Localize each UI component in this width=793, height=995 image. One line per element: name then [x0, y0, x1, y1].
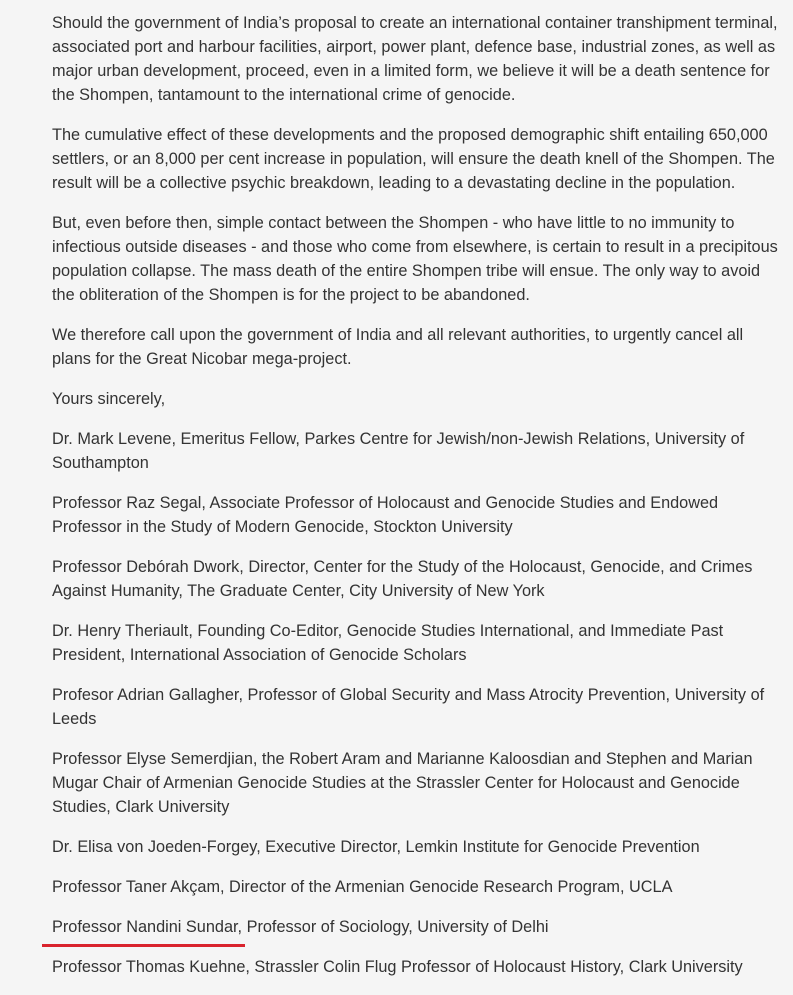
body-paragraph-2: The cumulative effect of these developments and the proposed demographic shift entailing 650,000 settlers, or an 8,000 per cent increase in population, will ensure the death knell of the Shompen. The result will be a collective psychic breakdown, leading to a devastating decline in the population. — [52, 126, 775, 192]
signatory-dwork: Professor Debórah Dwork, Director, Center for the Study of the Holocaust, Genocide, and Crimes Against Humanity, The Graduate Center, City University of New York — [52, 558, 753, 600]
signatory-sundar: Professor Nandini Sundar, Professor of Sociology, University of Delhi — [52, 918, 549, 936]
signatory-von-joeden-forgey: Dr. Elisa von Joeden-Forgey, Executive Director, Lemkin Institute for Genocide Prevention — [52, 838, 700, 856]
body-paragraph-1: Should the government of India’s proposal to create an international container transhipment terminal, associated port and harbour facilities, airport, power plant, defence base, industrial zones, as well as major urban development, proceed, even in a limited form, we believe it will be a death sentence for the Shompen, tantamount to the international crime of genocide. — [52, 14, 778, 104]
body-paragraph-4: We therefore call upon the government of India and all relevant authorities, to urgently cancel all plans for the Great Nicobar mega-project. — [52, 326, 744, 368]
signatory-levene: Dr. Mark Levene, Emeritus Fellow, Parkes Centre for Jewish/non-Jewish Relations, University of Southampton — [52, 430, 745, 472]
letter-text — [52, 11, 786, 995]
closing: Yours sincerely, — [52, 390, 166, 408]
signatory-gallagher: Profesor Adrian Gallagher, Professor of Global Security and Mass Atrocity Prevention, University of Leeds — [52, 686, 765, 728]
signatory-segal: Professor Raz Segal, Associate Professor of Holocaust and Genocide Studies and Endowed Professor in the Study of Modern Genocide, Stockton University — [52, 494, 719, 536]
highlight-underline — [42, 944, 245, 947]
signatory-akcam: Professor Taner Akçam, Director of the Armenian Genocide Research Program, UCLA — [52, 878, 673, 896]
signatory-theriault: Dr. Henry Theriault, Founding Co-Editor, Genocide Studies International, and Immediate Past President, International Association of Genocide Scholars — [52, 622, 724, 664]
signatory-semerdjian: Professor Elyse Semerdjian, the Robert Aram and Marianne Kaloosdian and Stephen and Marian Mugar Chair of Armenian Genocide Studies at the Strassler Center for Holocaust and Genocide Studies, Clark University — [52, 750, 753, 816]
body-paragraph-3: But, even before then, simple contact between the Shompen - who have little to no immunity to infectious outside diseases - and those who come from elsewhere, is certain to result in a precipitous population collapse. The mass death of the entire Shompen tribe will ensue. The only way to avoid the obliteration of the Shompen is for the project to be abandoned. — [52, 214, 778, 304]
signatory-kuehne: Professor Thomas Kuehne, Strassler Colin Flug Professor of Holocaust History, Clark University — [52, 958, 743, 976]
